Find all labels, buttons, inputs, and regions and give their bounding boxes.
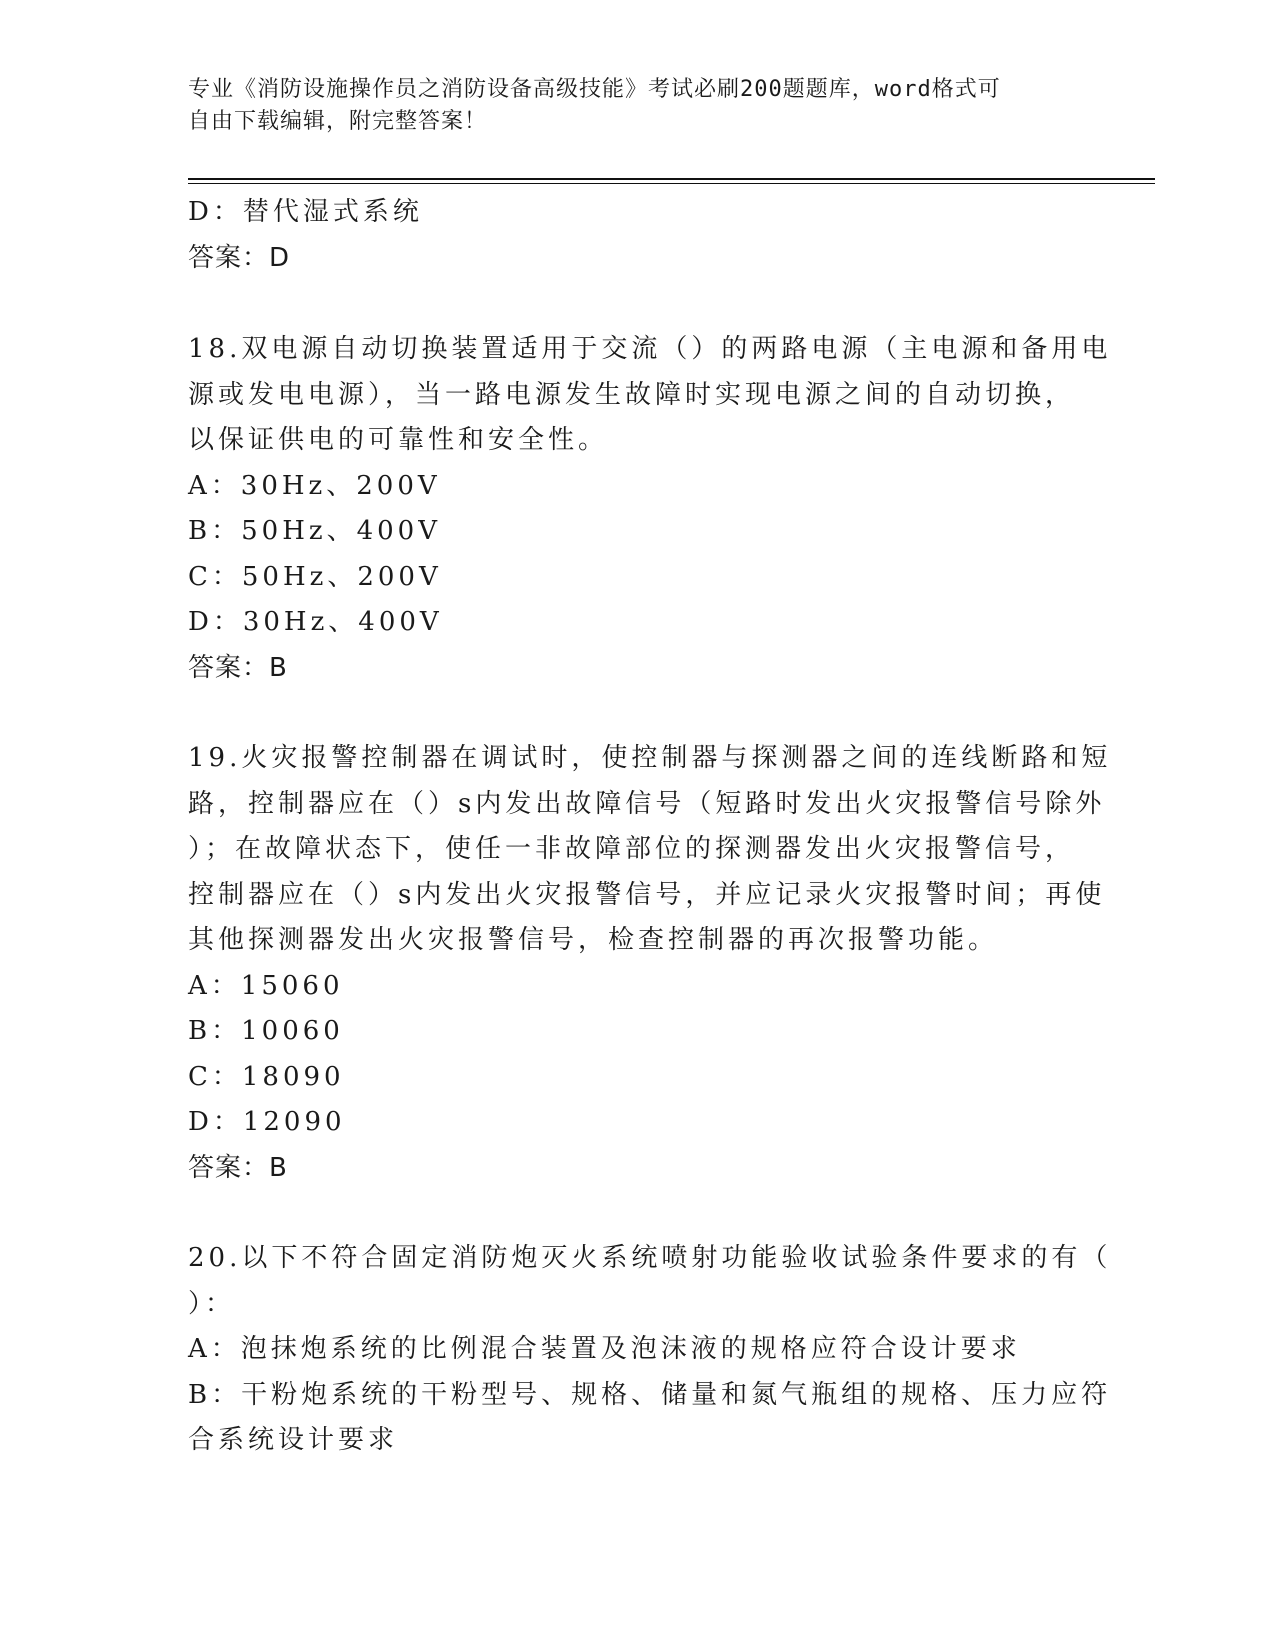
header-divider xyxy=(188,178,1155,180)
question-20 xyxy=(188,1236,1112,1464)
prev-answer: 答案：D xyxy=(188,242,291,273)
q18-option-d: D：30Hz、400V xyxy=(188,607,443,637)
page-header xyxy=(188,74,1068,138)
q19-stem-line-3: ）；在故障状态下，使任一非故障部位的探测器发出火灾报警信号， xyxy=(188,834,1076,864)
q19-option-a: A：15060 xyxy=(188,970,344,1001)
prev-option-d: D：替代湿式系统 xyxy=(188,197,423,227)
question-content xyxy=(188,190,1112,1464)
q19-answer: 答案：B xyxy=(188,1152,288,1183)
question-18 xyxy=(188,327,1112,691)
q20-stem-line-2: ）： xyxy=(188,1288,236,1319)
header-divider-thin xyxy=(188,183,1155,184)
spacer xyxy=(188,1191,1088,1236)
q18-stem-line-2: 源或发电电源），当一路电源发生故障时实现电源之间的自动切换， xyxy=(188,379,1076,410)
q19-stem-line-5: 其他探测器发出火灾报警信号，检查控制器的再次报警功能。 xyxy=(188,925,999,955)
q19-stem-line-1: 19.火灾报警控制器在调试时，使控制器与探测器之间的连线断路和短 xyxy=(188,743,1112,773)
question-19 xyxy=(188,736,1112,1191)
q18-option-a: A：30Hz、200V xyxy=(188,470,441,501)
spacer xyxy=(188,281,1088,327)
q18-answer: 答案：B xyxy=(188,652,288,683)
header-line-1: 专业《消防设施操作员之消防设备高级技能》考试必刷200题题库，word格式可 xyxy=(188,77,1001,102)
q19-stem-line-2: 路，控制器应在（）s内发出故障信号（短路时发出火灾报警信号除外 xyxy=(188,788,1106,819)
q18-option-b: B：50Hz、400V xyxy=(188,516,441,546)
q20-option-b-line-2: 合系统设计要求 xyxy=(188,1425,399,1455)
q18-stem-line-3: 以保证供电的可靠性和安全性。 xyxy=(188,425,609,455)
q18-stem-line-1: 18.双电源自动切换装置适用于交流（）的两路电源（主电源和备用电 xyxy=(188,334,1112,364)
header-line-2: 自由下载编辑，附完整答案！ xyxy=(188,109,488,134)
q19-option-b: B：10060 xyxy=(188,1016,344,1046)
q19-option-c: C：18090 xyxy=(188,1061,345,1092)
q19-option-d: D：12090 xyxy=(188,1107,346,1137)
spacer xyxy=(188,691,1088,736)
q20-option-b-line-1: B：干粉炮系统的干粉型号、规格、储量和氮气瓶组的规格、压力应符 xyxy=(188,1379,1112,1410)
q20-stem-line-1: 20.以下不符合固定消防炮灭火系统喷射功能验收试验条件要求的有（ xyxy=(188,1243,1112,1273)
q18-option-c: C：50Hz、200V xyxy=(188,561,442,592)
q20-option-a: A：泡抹炮系统的比例混合装置及泡沫液的规格应符合设计要求 xyxy=(188,1334,1021,1364)
q19-stem-line-4: 控制器应在（）s内发出火灾报警信号，并应记录火灾报警时间；再使 xyxy=(188,879,1106,910)
